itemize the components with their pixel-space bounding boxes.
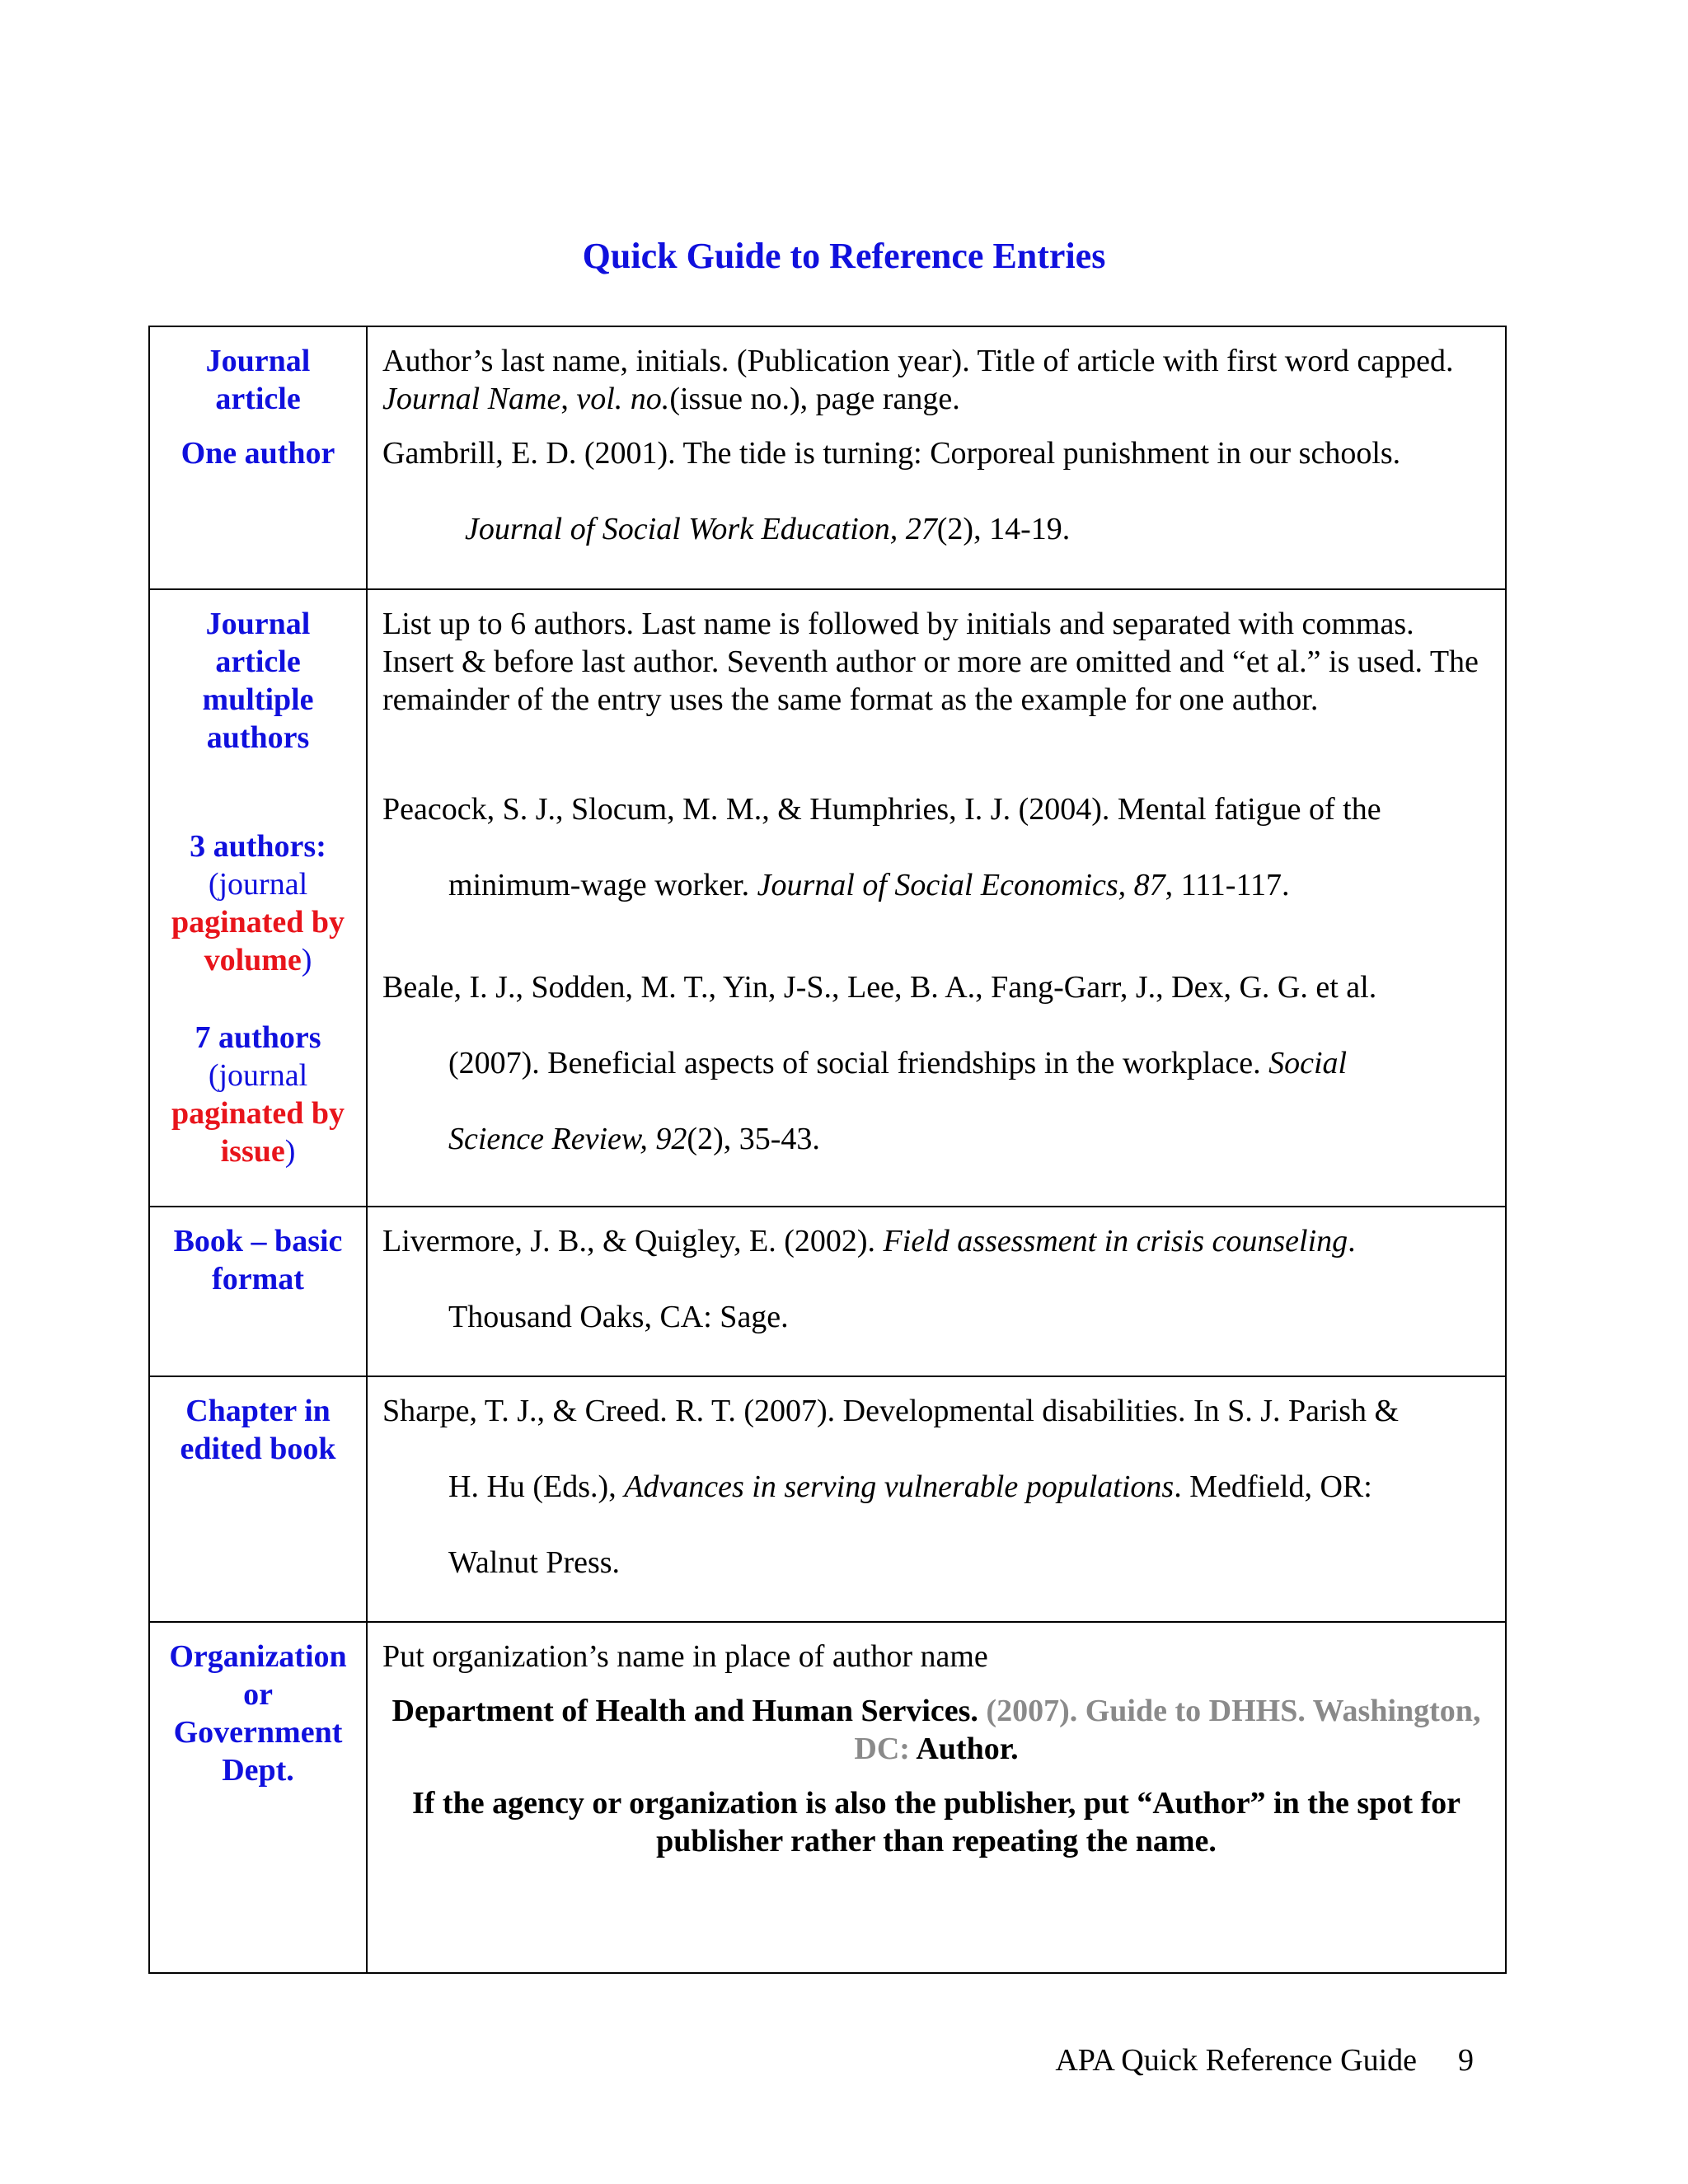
reference-example-cont: H. Hu (Eds.), Advances in serving vulnerable populations. Medfield, OR: (448, 1469, 1372, 1504)
label-subtext: One author (181, 436, 335, 471)
format-description: List up to 6 authors. Last name is followed by initials and separated with commas. Insert & before last author. Seventh author or more are omitted and “et al.” is used. The remainder of the entry uses the same format as the example for one author. (382, 607, 1479, 717)
row-label-book (149, 1207, 367, 1376)
label-text: Journal article (205, 344, 311, 416)
entry-organization (367, 1622, 1506, 1973)
reference-example-cont: Walnut Press. (448, 1545, 621, 1580)
reference-example-cont: (2007). Beneficial aspects of social friendships in the workplace. Social (448, 1046, 1348, 1080)
table-row (149, 1207, 1506, 1376)
entry-book (367, 1207, 1506, 1376)
reference-example: Peacock, S. J., Slocum, M. M., & Humphries, I. J. (2004). Mental fatigue of the (382, 792, 1381, 827)
reference-example: Beale, I. J., Sodden, M. T., Yin, J-S., Lee, B. A., Fang-Garr, J., Dex, G. G. et al. (382, 970, 1377, 1005)
label-7-authors-note: (journal paginated by issue) (171, 1058, 345, 1169)
label-3-authors: 3 authors: (190, 829, 326, 864)
page-title: Quick Guide to Reference Entries (582, 236, 1106, 276)
table-row (149, 1622, 1506, 1973)
row-label-organization (149, 1622, 367, 1973)
label-text: Chapter in edited book (180, 1394, 336, 1466)
label-text: Book – basic format (173, 1224, 343, 1296)
row-label-chapter (149, 1376, 367, 1622)
table-row (149, 326, 1506, 589)
row-label-journal-multiple-authors (149, 589, 367, 1207)
reference-example-cont: Science Review, 92(2), 35-43. (448, 1122, 820, 1156)
format-description: Put organization’s name in place of author name (382, 1639, 988, 1674)
table-row (149, 1376, 1506, 1622)
format-description: Author’s last name, initials. (Publication year). Title of article with first word capped. Journal Name, vol. no.(issue no.), page range. (382, 344, 1454, 416)
reference-example: Gambrill, E. D. (2001). The tide is turning: Corporeal punishment in our schools. (382, 436, 1401, 471)
reference-example-cont: minimum-wage worker. Journal of Social Economics, 87, 111-117. (448, 868, 1290, 902)
page-number: 9 (1458, 2043, 1474, 2078)
label-text: Organization or Government Dept. (169, 1639, 347, 1788)
reference-table (148, 326, 1507, 1974)
publisher-note: If the agency or organization is also the publisher, put “Author” in the spot for publisher rather than repeating the name. (411, 1786, 1461, 1858)
label-text: Journal article multiple authors (202, 607, 314, 755)
label-7-authors: 7 authors (195, 1020, 321, 1055)
table-row (149, 589, 1506, 1207)
reference-example-cont: Journal of Social Work Education, 27(2), 14-19. (465, 512, 1071, 546)
page-footer (1055, 2042, 1474, 2079)
reference-example: Livermore, J. B., & Quigley, E. (2002). Field assessment in crisis counseling. (382, 1224, 1356, 1258)
entry-journal-multiple-authors (367, 589, 1506, 1207)
label-3-authors-note: (journal paginated by volume) (171, 867, 345, 977)
reference-example-cont: Thousand Oaks, CA: Sage. (448, 1300, 789, 1334)
entry-chapter (367, 1376, 1506, 1622)
reference-example: Department of Health and Human Services. (2007). Guide to DHHS. Washington, DC: Author. (392, 1694, 1481, 1766)
row-label-journal-one-author (149, 326, 367, 589)
reference-example: Sharpe, T. J., & Creed. R. T. (2007). Developmental disabilities. In S. J. Parish & (382, 1394, 1400, 1428)
entry-journal-one-author (367, 326, 1506, 589)
footer-text: APA Quick Reference Guide (1055, 2043, 1417, 2078)
